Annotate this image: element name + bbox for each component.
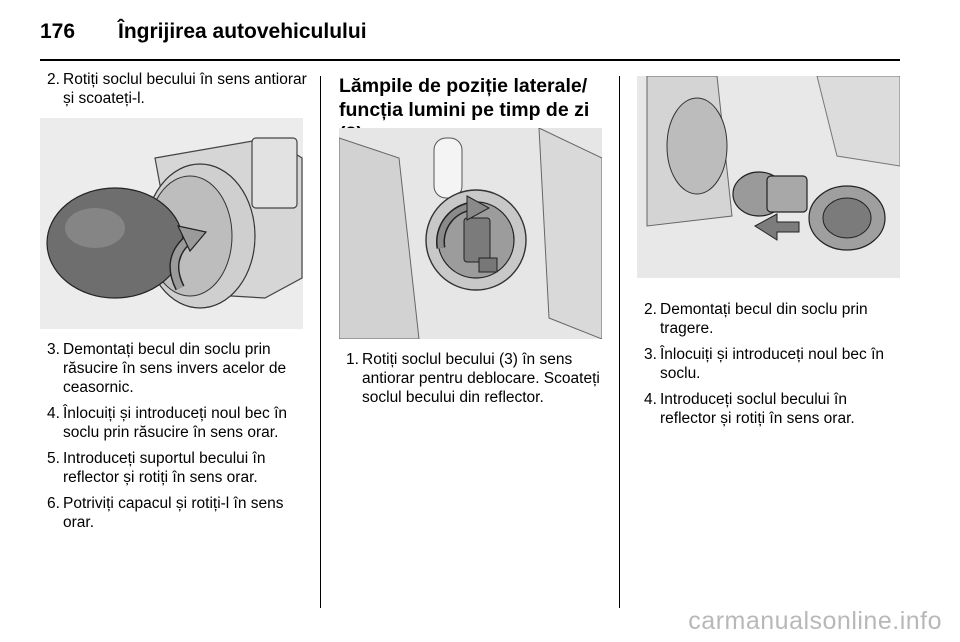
page-number: 176 bbox=[40, 20, 76, 43]
step-text: Introduceți soclul becului în reflector și rotiți în sens orar. bbox=[660, 391, 855, 427]
step-text: Demontați becul din soclu prin răsucire în sens invers acelor de ceasornic. bbox=[63, 341, 287, 396]
column-3-steps bbox=[637, 300, 907, 435]
side-light-socket-figure bbox=[339, 128, 602, 339]
step-text: Rotiți soclul becului în sens antiorar și scoateți-l. bbox=[63, 71, 307, 107]
step-6 bbox=[40, 494, 310, 532]
step-5 bbox=[40, 449, 310, 487]
watermark: carmanualsonline.info bbox=[688, 607, 942, 635]
step-number: 3. bbox=[47, 341, 60, 358]
step-number: 2. bbox=[47, 71, 60, 88]
step-4 bbox=[637, 390, 907, 428]
section-title: Lămpile de poziție laterale/ funcția lumini pe timp de zi bbox=[339, 75, 590, 121]
bulb-pull-out-figure bbox=[637, 76, 900, 278]
step-number: 2. bbox=[644, 301, 657, 318]
step-3 bbox=[40, 340, 310, 397]
step-text: Introduceți suportul becului în reflector și rotiți în sens orar. bbox=[63, 450, 266, 486]
column-1 bbox=[40, 70, 310, 115]
step-3 bbox=[637, 345, 907, 383]
step-number: 4. bbox=[47, 405, 60, 422]
step-number: 6. bbox=[47, 495, 60, 512]
step-number: 5. bbox=[47, 450, 60, 467]
step-number: 3. bbox=[644, 346, 657, 363]
step-text: Înlocuiți și introduceți noul bec în soclu. bbox=[660, 346, 885, 382]
step-text: Potriviți capacul și rotiți-l în sens orar. bbox=[63, 495, 284, 531]
step-2 bbox=[637, 300, 907, 338]
step-2-remove-socket bbox=[40, 70, 310, 108]
column-1-steps bbox=[40, 340, 310, 539]
step-4 bbox=[40, 404, 310, 442]
step-text: Înlocuiți și introduceți noul bec în soclu prin răsucire în sens orar. bbox=[63, 405, 288, 441]
step-text: Demontați becul din soclu prin tragere. bbox=[660, 301, 868, 337]
step-1 bbox=[339, 350, 609, 407]
step-number: 1. bbox=[346, 351, 359, 368]
step-number: 4. bbox=[644, 391, 657, 408]
column-divider-2 bbox=[619, 76, 620, 608]
header-divider bbox=[40, 59, 900, 61]
column-divider-1 bbox=[320, 76, 321, 608]
column-2-steps bbox=[339, 350, 609, 414]
step-text: Rotiți soclul becului (3) în sens antiorar pentru deblocare. Scoateți soclul becului din reflector. bbox=[362, 351, 600, 406]
page-title: Îngrijirea autovehiculului bbox=[118, 20, 367, 43]
bulb-socket-rotation-figure bbox=[40, 118, 303, 329]
page-header bbox=[40, 14, 900, 54]
